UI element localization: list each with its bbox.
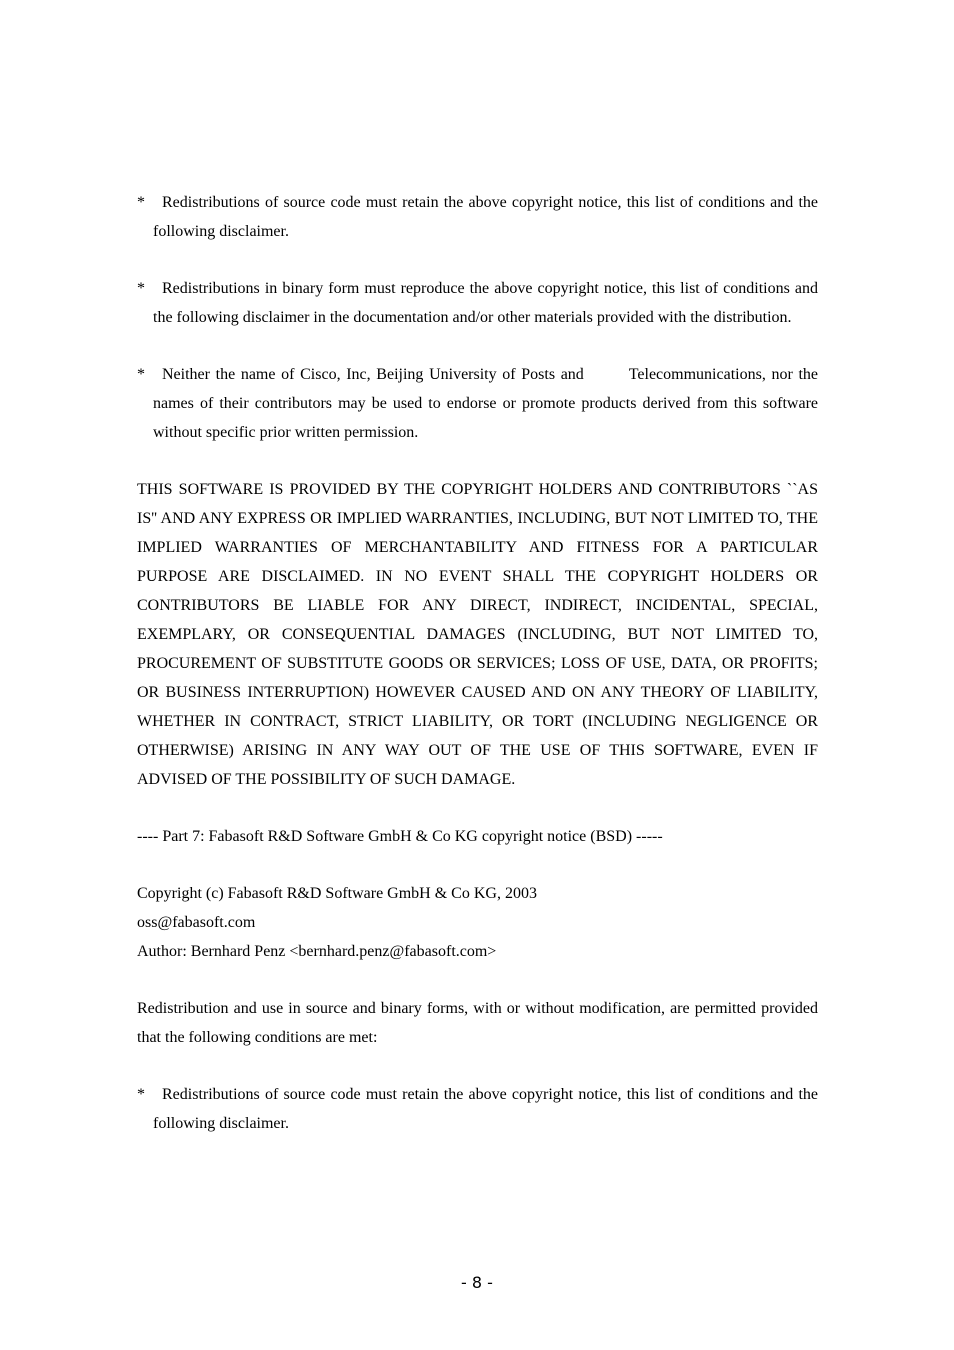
list-item-text: Redistributions in binary form must reproduce the above copyright notice, this list of conditions and the following disclaimer in the documentation and/or other materials provided with the distribution. xyxy=(153,280,818,326)
bullet-marker: * xyxy=(137,366,145,383)
bullet-marker: * xyxy=(137,280,145,297)
author-line: Author: Bernhard Penz <bernhard.penz@fabasoft.com> xyxy=(137,943,497,960)
list-item-text: Redistributions of source code must retain the above copyright notice, this list of conditions and the following disclaimer. xyxy=(153,194,818,240)
disclaimer-paragraph: THIS SOFTWARE IS PROVIDED BY THE COPYRIGHT HOLDERS AND CONTRIBUTORS ``AS IS'' AND ANY EXPRESS OR IMPLIED WARRANTIES, INCLUDING, BUT NOT LIMITED TO, THE IMPLIED WARRANTIES OF MERCHANTABILITY AND FITNESS FOR A PARTICULAR PURPOSE ARE DISCLAIMED. IN NO EVENT SHALL THE COPYRIGHT HOLDERS OR CONTRIBUTORS BE LIABLE FOR ANY DIRECT, INDIRECT, INCIDENTAL, SPECIAL, EXEMPLARY, OR CONSEQUENTIAL DAMAGES (INCLUDING, BUT NOT LIMITED TO, PROCUREMENT OF SUBSTITUTE GOODS OR SERVICES; LOSS OF USE, DATA, OR PROFITS; OR BUSINESS INTERRUPTION) HOWEVER CAUSED AND ON ANY THEORY OF LIABILITY, WHETHER IN CONTRACT, STRICT LIABILITY, OR TORT (INCLUDING NEGLIGENCE OR OTHERWISE) ARISING IN ANY WAY OUT OF THE USE OF THIS SOFTWARE, EVEN IF ADVISED OF THE POSSIBILITY OF SUCH DAMAGE. xyxy=(137,481,818,788)
page-number: - 8 - xyxy=(461,1273,493,1292)
list-item xyxy=(137,188,818,246)
list-item-text: Neither the name of Cisco, Inc, Beijing University of Posts and Telecommunications, nor the names of their contributors may be used to endorse or promote products derived from this software without specific prior written permission. xyxy=(153,366,822,441)
part-heading: ---- Part 7: Fabasoft R&D Software GmbH & Co KG copyright notice (BSD) ----- xyxy=(137,828,663,845)
copyright-block xyxy=(137,879,818,966)
list-item xyxy=(137,1080,818,1138)
redistribution-intro: Redistribution and use in source and binary forms, with or without modification, are permitted provided that the following conditions are met: xyxy=(137,1000,818,1046)
list-item-text: Redistributions of source code must retain the above copyright notice, this list of conditions and the following disclaimer. xyxy=(153,1086,818,1132)
page-content xyxy=(137,188,822,1166)
list-item xyxy=(137,274,818,332)
bullet-marker: * xyxy=(137,194,145,211)
list-item xyxy=(137,360,822,447)
bullet-marker: * xyxy=(137,1086,145,1103)
email-line: oss@fabasoft.com xyxy=(137,914,256,931)
copyright-line: Copyright (c) Fabasoft R&D Software GmbH & Co KG, 2003 xyxy=(137,885,537,902)
